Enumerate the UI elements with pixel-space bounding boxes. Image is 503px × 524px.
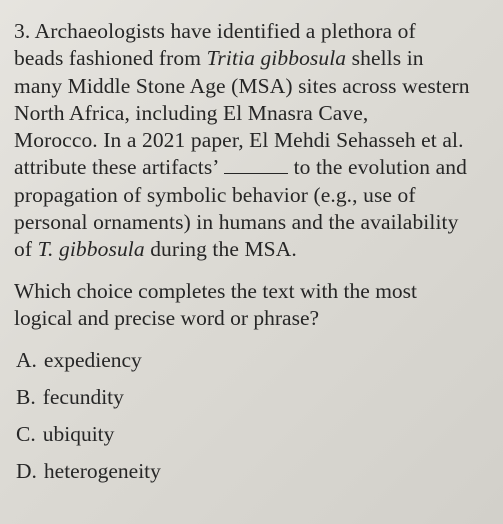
prompt-line: Which choice completes the text with the most bbox=[14, 278, 418, 303]
passage-line: propagation of symbolic behavior (e.g., use of bbox=[14, 182, 416, 207]
passage-line: North Africa, including El Mnasra Cave, bbox=[14, 100, 369, 125]
choice-text: ubiquity bbox=[42, 422, 115, 447]
choice-text: heterogeneity bbox=[43, 459, 161, 484]
choice-b[interactable] bbox=[16, 379, 493, 416]
choice-letter: A. bbox=[16, 348, 37, 373]
question-prompt bbox=[14, 278, 493, 333]
choice-text: fecundity bbox=[42, 385, 124, 410]
passage-line: Morocco. In a 2021 paper, El Mehdi Sehasseh et al. bbox=[14, 128, 464, 153]
passage-line: attribute these artifacts’ to the evolution and bbox=[14, 155, 467, 180]
species-name: T. gibbosula bbox=[37, 237, 145, 262]
question-number: 3. bbox=[14, 19, 31, 43]
passage-line: beads fashioned from Tritia gibbosula shells in bbox=[14, 46, 424, 71]
choice-a[interactable] bbox=[16, 342, 493, 379]
choice-letter: C. bbox=[16, 422, 36, 447]
answer-blank bbox=[224, 156, 288, 174]
passage-line: personal ornaments) in humans and the availability bbox=[14, 210, 459, 235]
choice-letter: D. bbox=[16, 459, 37, 484]
answer-choices bbox=[16, 342, 493, 490]
species-name: Tritia gibbosula bbox=[206, 46, 347, 71]
choice-c[interactable] bbox=[16, 416, 493, 453]
passage-line: many Middle Stone Age (MSA) sites across western bbox=[14, 73, 470, 98]
passage-line: of T. gibbosula during the MSA. bbox=[14, 237, 297, 262]
passage-line: 3. Archaeologists have identified a plethora of bbox=[14, 19, 416, 43]
choice-text: expediency bbox=[43, 348, 142, 373]
prompt-line: logical and precise word or phrase? bbox=[14, 305, 320, 330]
choice-d[interactable] bbox=[16, 453, 493, 490]
choice-letter: B. bbox=[16, 385, 36, 410]
passage-text bbox=[14, 18, 493, 264]
